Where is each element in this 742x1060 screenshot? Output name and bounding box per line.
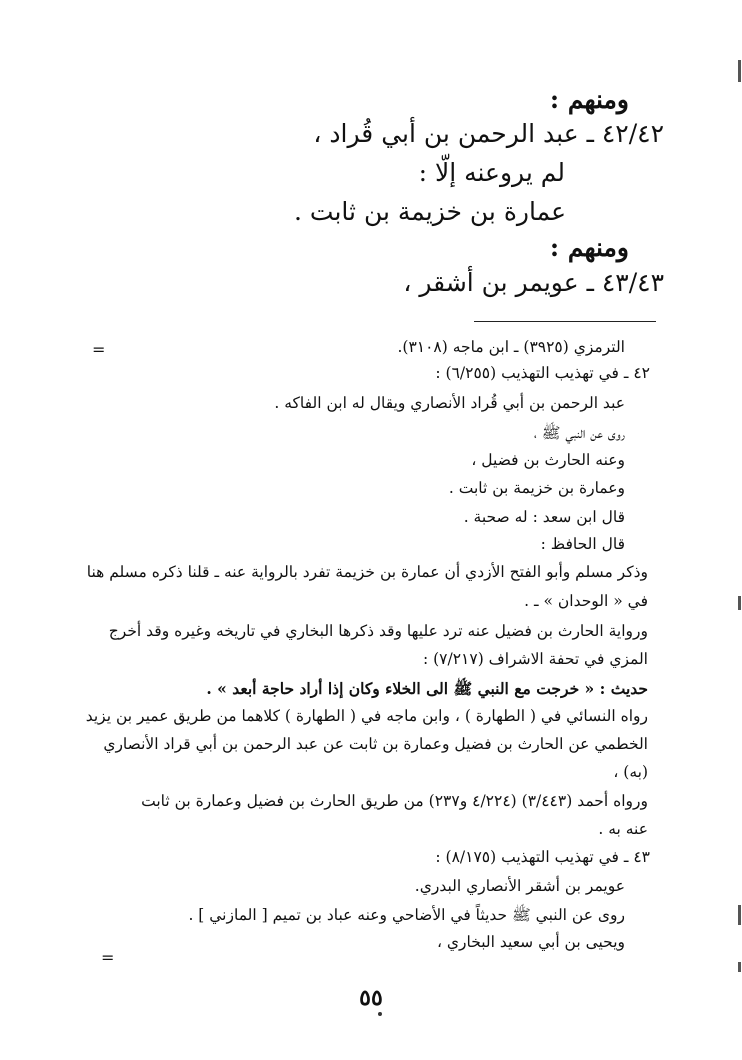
- hadith-text-line: حديث : « خرجت مع النبي ﷺ الى الخلاء وكان إذا أراد حاجة أبعد » .: [206, 679, 648, 698]
- footnote-line: قال ابن سعد : له صحبة .: [463, 508, 625, 526]
- footnote-line: الخطمي عن الحارث بن فضيل وعمارة بن ثابت عن عبد الرحمن بن أبي قراد الأنصاري: [103, 735, 648, 753]
- footnote-line: ورواه أحمد (٣/٤٤٣) (٤/٢٢٤ و٢٣٧) من طريق الحارث بن فضيل وعمارة بن ثابت: [141, 792, 648, 810]
- footnote-line: روى عن النبي ﷺ حديثاً في الأضاحي وعنه عباد بن تميم [ المازني ] .: [188, 906, 625, 924]
- footnote-line: عنه به .: [598, 820, 648, 838]
- scan-edge-mark: [738, 60, 741, 82]
- footnote-line: الترمزي (٣٩٢٥) ـ ابن ماجه (٣١٠٨).: [397, 338, 625, 356]
- footnote-line: ويحيى بن أبي سعيد البخاري ،: [436, 933, 625, 951]
- footnote-continuation-marker: =: [101, 948, 115, 967]
- footnote-line: وذكر مسلم وأبو الفتح الأزدي أن عمارة بن خزيمة تفرد بالرواية عنه ـ قلنا ذكره مسلم هنا: [86, 563, 648, 581]
- footnote-line: قال الحافظ :: [540, 535, 625, 553]
- footnote-line: وعنه الحارث بن فضيل ،: [471, 451, 625, 469]
- footnote-separator: [474, 321, 656, 322]
- footnote-line: روى عن النبي ﷺ ،: [533, 424, 625, 442]
- page-number: ٥٥: [359, 985, 383, 1011]
- footnote-line: (به) ،: [613, 763, 648, 781]
- scan-edge-mark: [738, 962, 741, 972]
- scan-speck: [378, 1012, 382, 1016]
- heading-minhum-1: ومنهم :: [549, 85, 629, 114]
- footnote-line: عويمر بن أشقر الأنصاري البدري.: [414, 877, 625, 895]
- footnote-line: رواه النسائي في ( الطهارة ) ، وابن ماجه في ( الطهارة ) كلاهما من طريق عمير بن يزيد: [85, 707, 648, 725]
- footnote-line: ورواية الحارث بن فضيل عنه ترد عليها وقد ذكرها البخاري في تاريخه وغيره وقد أخرج: [108, 622, 648, 640]
- scan-edge-mark: [738, 596, 741, 610]
- scan-edge-mark: [738, 905, 741, 925]
- footnote-continuation-marker: =: [92, 340, 106, 359]
- footnote-line: في « الوحدان » ـ .: [524, 592, 648, 610]
- entry-42-title: ٤٢/٤٢ ـ عبد الرحمن بن أبي قُراد ،: [313, 119, 664, 148]
- footnote-line: المزي في تحفة الاشراف (٧/٢١٧) :: [422, 650, 648, 668]
- entry-43-title: ٤٣/٤٣ ـ عويمر بن أشقر ،: [403, 268, 664, 297]
- footnote-line: عبد الرحمن بن أبي قُراد الأنصاري ويقال له ابن الفاكه .: [274, 394, 625, 412]
- footnote-line: وعمارة بن خزيمة بن ثابت .: [448, 479, 625, 497]
- footnote-line: ٤٣ ـ في تهذيب التهذيب (٨/١٧٥) :: [435, 848, 650, 866]
- narrator-only-line: لم يروعنه إلّا :: [418, 158, 565, 187]
- narrator-name-line: عمارة بن خزيمة بن ثابت .: [294, 197, 566, 226]
- footnote-line: ٤٢ ـ في تهذيب التهذيب (٦/٢٥٥) :: [435, 364, 650, 382]
- heading-minhum-2: ومنهم :: [549, 233, 629, 262]
